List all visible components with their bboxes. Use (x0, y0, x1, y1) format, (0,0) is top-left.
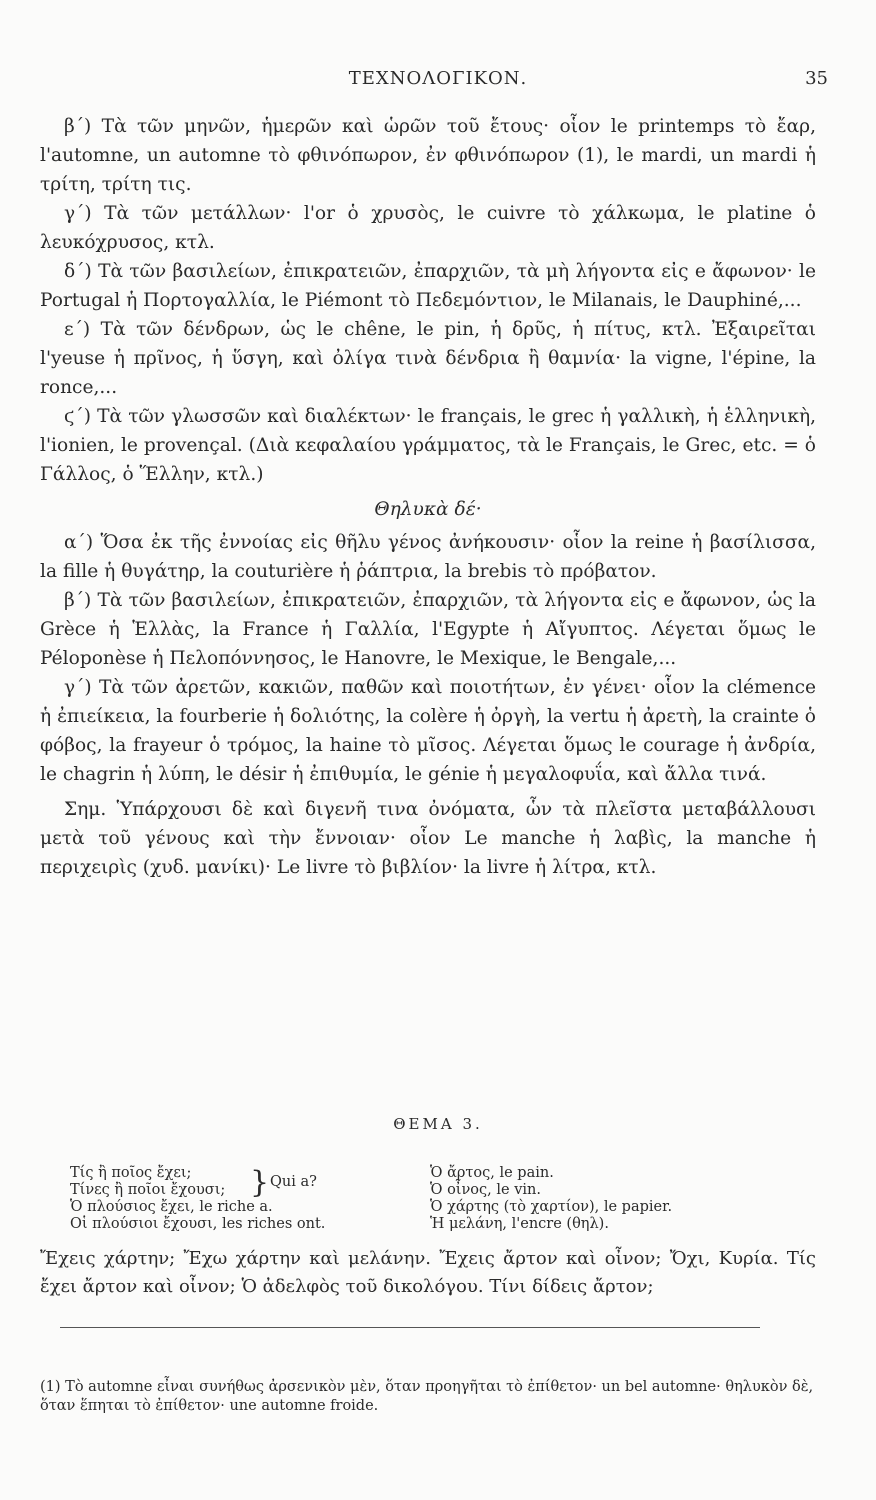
note-paragraph: Σημ. Ὑπάρχουσι δὲ καὶ διγενῆ τινα ὀνόματα, ὧν τὰ πλεῖστα μεταβάλλουσι μετὰ τοῦ γένους καὶ τὴν ἔννοιαν· οἷον Le manche ἡ λαβὶς, la manche ἡ περιχειρὶς (χυδ. μανίκι)· Le livre τὸ βιβλίον· la livre ἡ λίτρα, κτλ. (40, 799, 816, 878)
brace-glyph: } (250, 1165, 270, 1200)
vocab-item: Ὁ ἄρτος, le pain. (430, 1165, 554, 1181)
vocab-item: Ὁ οἶνος, le vin. (430, 1182, 541, 1198)
vocab-item: Τίνες ἢ ποῖοι ἔχουσι; (70, 1182, 226, 1198)
vocab-right-column (430, 1165, 750, 1233)
page-header (40, 68, 836, 108)
paragraph: ε΄) Τὰ τῶν δένδρων, ὡς le chêne, le pin, ἡ δρῦς, ἡ πίτυς, κτλ. Ἐξαιρεῖται l'yeuse ἡ πρῖνος, ἡ ὕσγη, καὶ ὀλίγα τινὰ δένδρια ἢ θαμνία· la vigne, l'épine, la ronce,... (40, 319, 816, 398)
footnote: (1) Τὸ automne εἶναι συνήθως ἀρσενικὸν μὲν, ὅταν προηγῆται τὸ ἐπίθετον· un bel automne· θηλυκὸν δὲ, ὅταν ἕπηται τὸ ἐπίθετον· une automne froide. (40, 1379, 814, 1414)
page-number: 35 (805, 68, 828, 89)
brace-label: Qui a? (270, 1174, 317, 1190)
main-text (40, 112, 816, 882)
vocab-item: Ὁ χάρτης (τὸ χαρτίον), le papier. (430, 1199, 673, 1215)
vocab-item: Ἡ μελάνη, l'encre (θηλ). (430, 1216, 609, 1232)
paragraph: γ΄) Τὰ τῶν ἀρετῶν, κακιῶν, παθῶν καὶ ποιοτήτων, ἐν γένει· οἷον la clémence ἡ ἐπιείκεια, la fourberie ἡ δολιότης, la colère ἡ ὀργὴ, la vertu ἡ ἀρετὴ, la crainte ὁ φόβος, la frayeur ὁ τρόμος, la haine τὸ μῖσος. Λέγεται ὅμως le courage ἡ ἀνδρία, le chagrin ἡ λύπη, le désir ἡ ἐπιθυμία, le génie ἡ μεγαλοφυΐα, καὶ ἄλλα τινά. (40, 677, 816, 785)
paragraph: β΄) Τὰ τῶν βασιλείων, ἐπικρατειῶν, ἐπαρχιῶν, τὰ λήγοντα εἰς e ἄφωνον, ὡς la Grèce ἡ Ἑλλὰς, la France ἡ Γαλλία, l'Egypte ἡ Αἴγυπτος. Λέγεται ὅμως le Péloponèse ἡ Πελοπόννησος, le Hanovre, le Mexique, le Bengale,... (40, 590, 816, 669)
theme-title: ΘΕΜΑ 3. (393, 1115, 483, 1133)
paragraph: δ΄) Τὰ τῶν βασιλείων, ἐπικρατειῶν, ἐπαρχιῶν, τὰ μὴ λήγοντα εἰς e ἄφωνον· le Portugal ἡ Πορτογαλλία, le Piémont τὸ Πεδεμόντιον, le Milanais, le Dauphiné,... (40, 261, 816, 311)
section-heading: Θηλυκὰ δέ· (374, 499, 482, 520)
paragraph: α΄) Ὅσα ἐκ τῆς ἐννοίας εἰς θῆλυ γένος ἀνήκουσιν· οἷον la reine ἡ βασίλισσα, la fille ἡ θυγάτηρ, la couturière ἡ ῥάπτρια, la brebis τὸ πρόβατον. (40, 532, 816, 582)
paragraph: ϛ΄) Τὰ τῶν γλωσσῶν καὶ διαλέκτων· le français, le grec ἡ γαλλικὴ, ἡ ἑλληνικὴ, l'ionien, le provençal. (Διὰ κεφαλαίου γράμματος, τὰ le Français, le Grec, etc. = ὁ Γάλλος, ὁ Ἕλλην, κτλ.) (40, 406, 816, 485)
vocab-item: Ὁ πλούσιος ἔχει, le riche a. (70, 1199, 273, 1215)
running-title: ΤΕΧΝΟΛΟΓΙΚΟΝ. (348, 68, 528, 89)
paragraph: γ΄) Τὰ τῶν μετάλλων· l'or ὁ χρυσὸς, le cuivre τὸ χάλκωμα, le platine ὁ λευκόχρυσος, κτλ. (40, 203, 816, 253)
footnote-divider (60, 1327, 760, 1328)
vocab-item: Οἱ πλούσιοι ἔχουσι, les riches ont. (70, 1216, 326, 1232)
exercise-text: Ἔχεις χάρτην; Ἔχω χάρτην καὶ μελάνην. Ἔχεις ἄρτον καὶ οἶνον; Ὄχι, Κυρία. Τίς ἔχει ἄρτον καὶ οἶνον; Ὁ ἀδελφὸς τοῦ δικολόγου. Τίνι δίδεις ἄρτον; (40, 1248, 816, 1297)
vocab-item: Τίς ἢ ποῖος ἔχει; (70, 1165, 192, 1181)
paragraph: β΄) Τὰ τῶν μηνῶν, ἡμερῶν καὶ ὡρῶν τοῦ ἔτους· οἷον le printemps τὸ ἔαρ, l'automne, un automne τὸ φθινόπωρον, ἐν φθινόπωρον (1), le mardi, un mardi ἡ τρίτη, τρίτη τις. (40, 116, 816, 195)
